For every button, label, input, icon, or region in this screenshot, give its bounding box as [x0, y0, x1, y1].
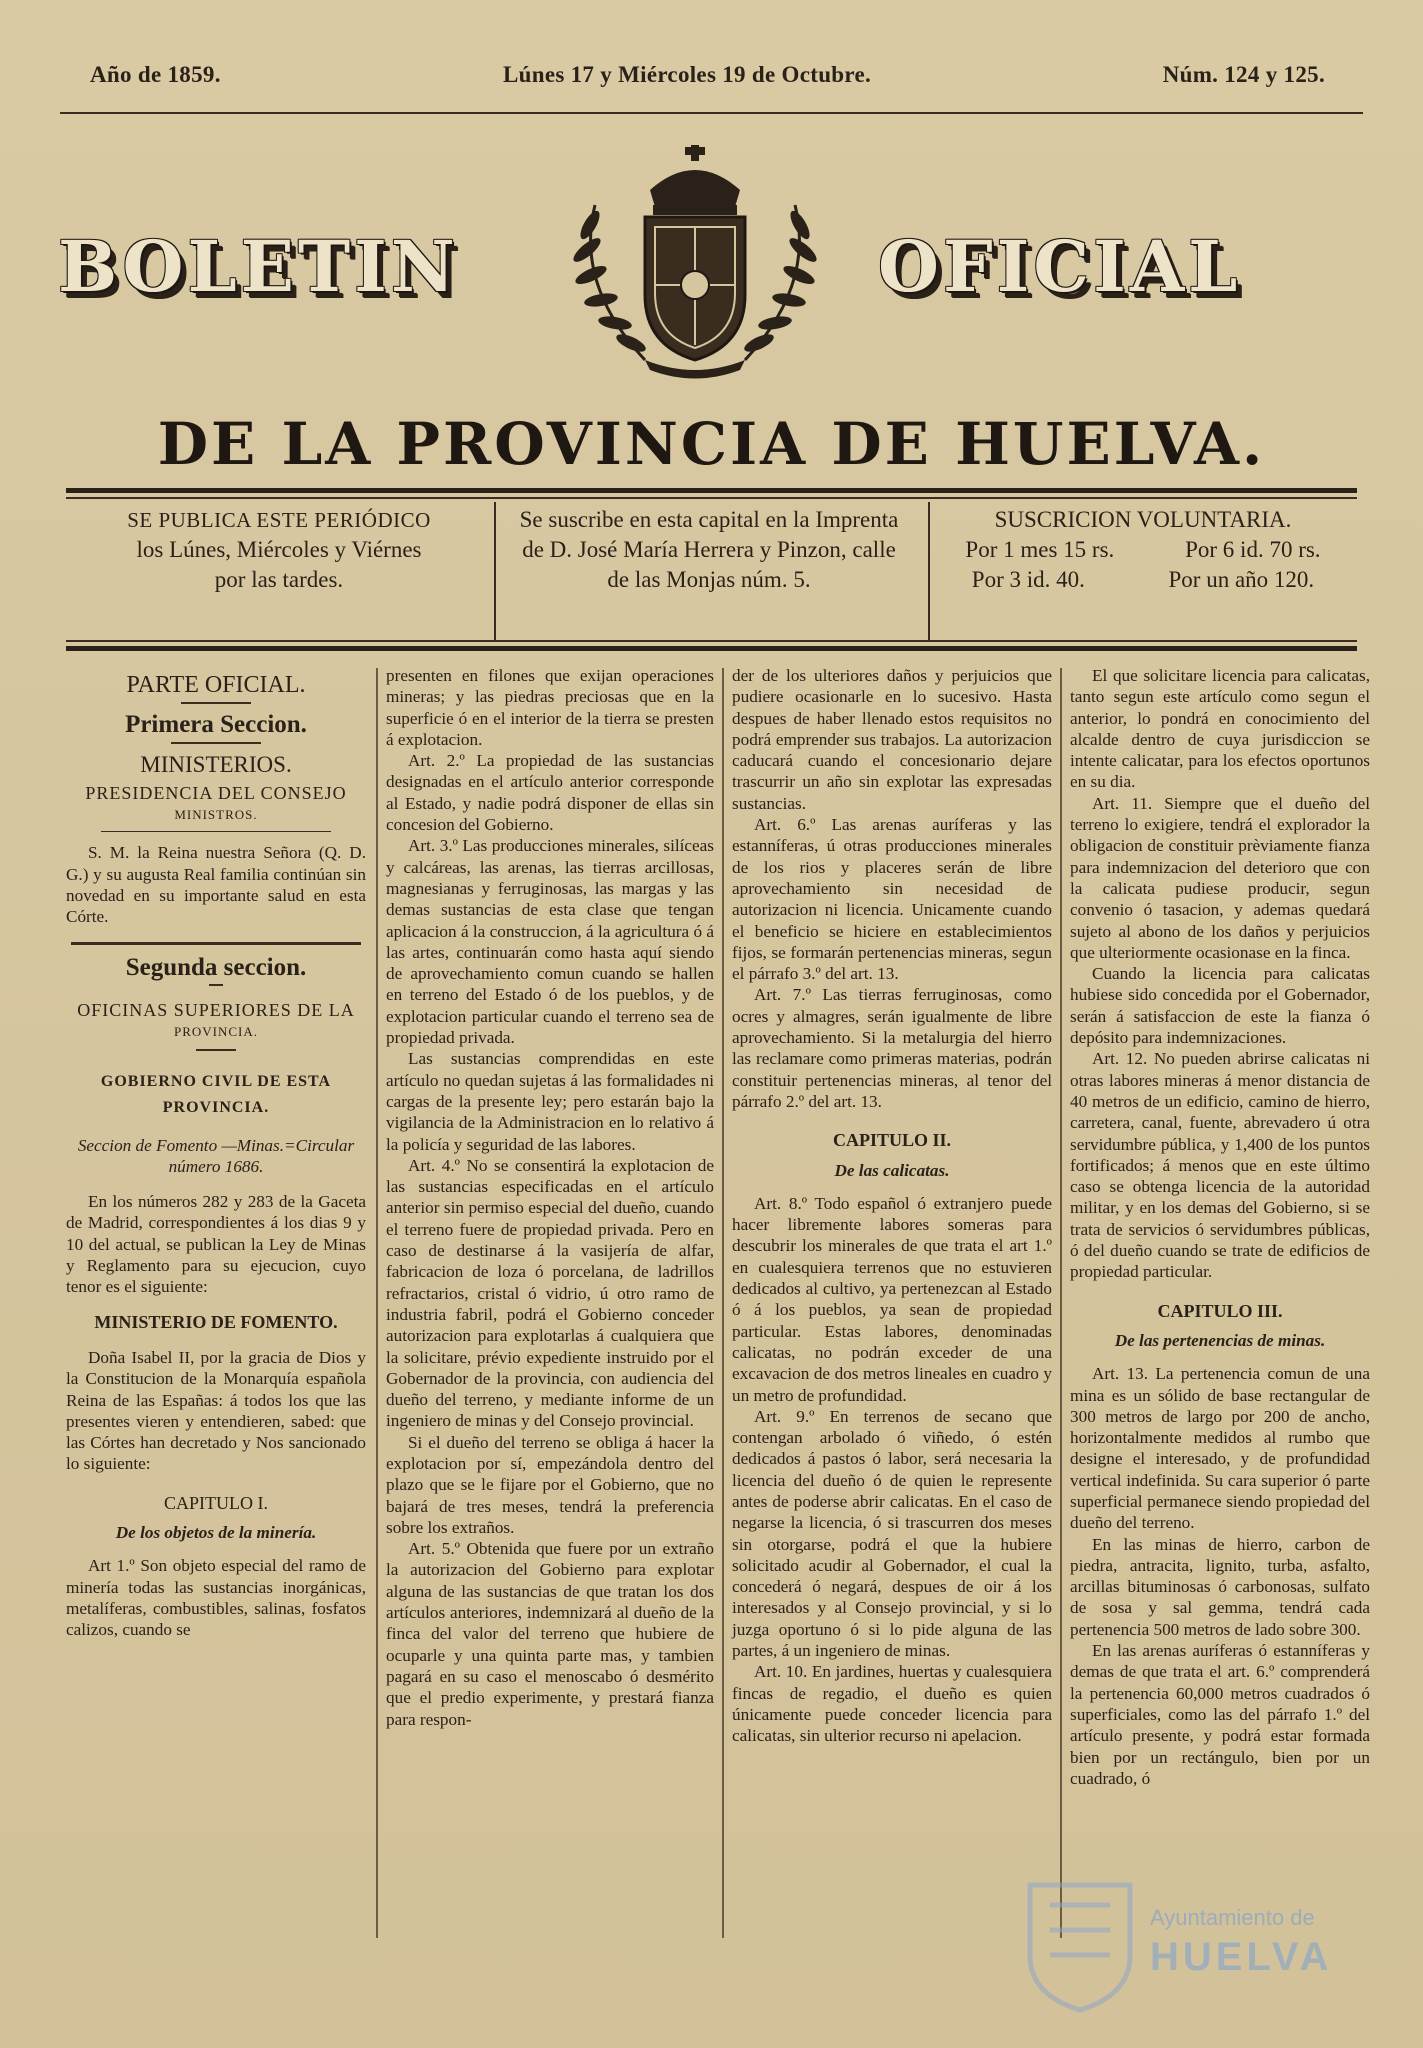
article-11: Art. 11. Siempre que el dueño del terreno lo exigiere, tendrá el explorador la obligacion de constituir prèviamente fianza para indemnizacion del deterioro que con la calicata pudiese producir, segun convenio ó tasacion, y ademas quedará sujeto al abono de los daños y perjuicios que ulteriormente ocasionase en la finca. — [1070, 793, 1370, 962]
capitulo-3-subtitle: De las pertenencias de minas. — [1114, 1330, 1326, 1350]
price-6-months: Por 6 id. 70 rs. — [1185, 537, 1321, 562]
isabel-paragraph: Doña Isabel II, por la gracia de Dios y la Constitucion de la Monarquía española Reina de las Españas: á todos los que las presentes vieren y entendieren, sabed: que las Córtes han decretado y Nos sancionado lo siguiente: — [66, 1347, 366, 1474]
article-11-second-paragraph: Cuando la licencia para calicatas hubiese sido concedida por el Gobernador, serán á satisfaccion de este la fianza ó depósito para indemnizaciones. — [1070, 964, 1370, 1048]
article-13-third-paragraph: En las arenas auríferas ó estanníferas y demas de que trata el art. 6.º comprenderá la pertenencia 60,000 metros cuadrados ó superficiales, como las del párrafo 1.º del artículo presente, y podrá estar formada bien por un rectángulo, bien por un cuadrado, ó — [1070, 1641, 1370, 1788]
price-1-year: Por un año 120. — [1168, 567, 1315, 592]
watermark-line-2: HUELVA — [1150, 1935, 1333, 1979]
segunda-seccion-heading: Segunda seccion. — [125, 953, 307, 981]
article-6: Art. 6.º Las arenas auríferas y las estanníferas, ú otras producciones minerales de los rios y placeres serán de libre aprovechamiento sin necesidad de autorizacion ni licencia. Unicamente cuando el beneficio se hiciere en establecimientos fijos, se formarán pertenencias mineras, segun el párrafo 3.º del art. 13. — [732, 815, 1052, 984]
article-1: Art 1.º Son objeto especial del ramo de minería todas las sustancias inorgánicas, metalíferas, combustibles, salinas, fosfatos calizos, cuando se — [66, 1556, 366, 1640]
column-1 — [66, 665, 366, 1945]
masthead-rule-top — [66, 488, 1357, 493]
capitulo-1-heading: CAPITULO I. — [164, 1492, 268, 1513]
article-3-second-paragraph: Las sustancias comprendidas en este artículo no quedan sujetas á las formalidades ni cargas de la presente ley; pero estarán bajo la vigilancia de la Administracion en lo relativo á la policía y seguridad de las labores. — [386, 1049, 714, 1154]
info-divider-2 — [928, 502, 930, 642]
location-line-3: de las Monjas núm. 5. — [607, 567, 811, 592]
article-1-continued: presenten en filones que exijan operaciones mineras; y las piedras preciosas que en la superficie ó en el interior de la tierra se presten á explotacion. — [386, 666, 714, 749]
circular-heading: Seccion de Fomento —Minas.=Circular número 1686. — [77, 1135, 355, 1176]
header-number: Núm. 124 y 125. — [1162, 62, 1325, 87]
schedule-line-2: los Lúnes, Miércoles y Viérnes — [136, 537, 422, 562]
price-3-months: Por 3 id. 40. — [971, 567, 1085, 592]
schedule-line-1: SE PUBLICA ESTE PERIÓDICO — [127, 508, 431, 532]
article-8: Art. 8.º Todo español ó extranjero puede hacer libremente labores someras para descubrir los minerales de que trata el art 1.º en cualesquiera terrenos que no estuvieren dedicados al cultivo, ya pertenezcan al Estado ó á los pueblos, ya sean de propiedad particular. Estas labores, denominadas calicatas, no podrán exceder de una excavacion de dos metros lineales en cuadro y un metro de profundidad. — [732, 1193, 1052, 1405]
presidencia-heading: PRESIDENCIA DEL CONSEJO — [85, 782, 347, 803]
divider — [181, 702, 251, 704]
column-4 — [1070, 665, 1370, 1945]
divider — [209, 984, 223, 986]
column-2 — [386, 665, 714, 1945]
parte-oficial-heading: PARTE OFICIAL. — [126, 672, 306, 698]
article-10-continued: El que solicitare licencia para calicatas, tanto segun este artículo como segun el anterior, lo pondrá en conocimiento del alcalde dentro de cuya jurisdiccion se intente calicatar, para los efectos oportunos en su dia. — [1070, 666, 1370, 792]
article-2: Art. 2.º La propiedad de las sustancias designadas en el artículo anterior corresponde al Estado, y nadie podrá disponer de ellas sin concesion del Gobierno. — [386, 751, 714, 835]
capitulo-2-subtitle: De las calicatas. — [834, 1160, 950, 1180]
masthead-rule-top-thin — [66, 497, 1357, 499]
divider — [101, 831, 331, 832]
capitulo-2-heading: CAPITULO II. — [832, 1130, 952, 1151]
article-12: Art. 12. No pueden abrirse calicatas ni otras labores mineras á menor distancia de 40 metros de un edificio, camino de hierro, carretera, canal, fuente, abrevadero ú otra servidumbre pública, y 1,400 de los puntos fortificados; á menos que en este último caso se obtenga licencia de la autoridad militar, y en los demas del Gobierno, si se trata de servicios ó servidumbres públicas, ó del dueño cuando se trate de edificios de propiedad particular. — [1070, 1049, 1370, 1282]
primera-seccion-heading: Primera Seccion. — [125, 711, 307, 739]
ministerio-fomento-heading: MINISTERIO DE FOMENTO. — [94, 1311, 338, 1332]
article-5: Art. 5.º Obtenida que fuere por un extraño la autorizacion del Gobierno para explotar alguna de las sustancias de que tratan los dos artículos anteriores, indemnizará al dueño de la finca del valor del terreno que hubiere de ocuparle y una quinta parte mas, y tambien pagará en su caso el menoscabo ó desmérito que el predio experimente, y prestará fianza para respon- — [386, 1539, 714, 1729]
article-4: Art. 4.º No se consentirá la explotacion de las sustancias especificadas en el artículo anterior sin permiso especial del dueño, cuando el terreno fuere de propiedad privada. Pero en caso de destinarse á la vasijería de alfar, fabricacion de loza ó porcelana, de ladrillos refractarios, cristal ó vidrio, ú otro ramo de industria fabril, podrá el Gobierno conceder autorizacion para explotarlas á cualquiera que la solicitare, prévio expediente instruido por el Gobernador de la provincia, con audiencia del dueño del terreno, y mediante informe de un ingeniero de minas y del Consejo provincial. — [386, 1155, 714, 1431]
price-1-month: Por 1 mes 15 rs. — [965, 537, 1115, 562]
capitulo-1-subtitle: De los objetos de la minería. — [115, 1523, 317, 1543]
masthead-subtitle: DE LA PROVINCIA DE HUELVA. — [157, 410, 1266, 478]
royal-health-notice: S. M. la Reina nuestra Señora (Q. D. G.) y su augusta Real familia continúan sin novedad en su importante salud en esta Córte. — [66, 843, 366, 927]
column-divider-3 — [1060, 668, 1062, 1938]
article-3: Art. 3.º Las producciones minerales, silíceas y calcáreas, las arenas, las tierras arcillosas, magnesianas y ferruginosas, las margas y las demas sustancias de esta clase que tengan aplicacion á la construccion, á la agricultura ó á las artes, continuarán como hasta aquí siendo de aprovechamiento comun cuando se hallen en terreno del Estado ó de los pueblos, y de explotacion particular cuando el terreno sea de propiedad privada. — [386, 836, 714, 1048]
ministros-heading: MINISTROS. — [174, 807, 258, 823]
masthead-right-word: OFICIAL — [878, 225, 1242, 308]
divider — [196, 1049, 236, 1051]
schedule-line-3: por las tardes. — [214, 567, 344, 592]
header-rule — [60, 112, 1363, 114]
column-divider-1 — [376, 668, 378, 1938]
info-rule-bottom — [66, 646, 1357, 651]
prices-title: SUSCRICION VOLUNTARIA. — [994, 507, 1292, 532]
publication-schedule — [66, 505, 492, 650]
info-rule-thin — [66, 640, 1357, 642]
article-7: Art. 7.º Las tierras ferruginosas, como ocres y almagres, serán igualmente de libre aprovechamiento. Si la metalurgia del hierro las reclamare como primeras materias, podrán constituir pertenencias mineras, al tenor del párrafo 2.º del art. 13. — [732, 985, 1052, 1111]
article-5-continued: der de los ulteriores daños y perjuicios que pudiere ocasionarle en lo sucesivo. Hasta despues de haber llenado estos requisitos no podrá emprender sus trabajos. La autorizacion caducará cuando el concesionario dejare trascurrir un año sin explotar las expresadas sustancias. — [732, 666, 1052, 813]
royal-crest-icon — [535, 145, 855, 390]
header-date: Lúnes 17 y Miércoles 19 de Octubre. — [503, 62, 872, 87]
capitulo-3-heading: CAPITULO III. — [1157, 1300, 1283, 1321]
subscription-prices — [930, 505, 1356, 650]
column-divider-2 — [722, 668, 724, 1938]
column-3 — [732, 665, 1052, 1945]
header-year: Año de 1859. — [90, 62, 221, 87]
divider — [71, 942, 361, 945]
subscription-location — [496, 505, 922, 650]
gaceta-paragraph: En los números 282 y 283 de la Gaceta de Madrid, correspondientes á los dias 9 y 10 del actual, se publican la Ley de Minas y Reglamento para su ejecucion, cuyo tenor es el siguiente: — [66, 1192, 366, 1297]
watermark-line-1: Ayuntamiento de — [1150, 1905, 1315, 1930]
article-13-second-paragraph: En las minas de hierro, carbon de piedra, antracita, lignito, turba, asfalto, arcillas bituminosas ó carbonosas, sulfato de sosa y sal gemma, tendrá cada pertenencia 500 metros de lado sobre 300. — [1070, 1534, 1370, 1639]
ministerios-heading: MINISTERIOS. — [140, 751, 292, 777]
provincia-heading: PROVINCIA. — [173, 1024, 259, 1040]
article-13: Art. 13. La pertenencia comun de una mina es un sólido de base rectangular de 300 metros de largo por 200 de ancho, horizontalmente medidos al rumbo que designe el interesado, y de profundidad vertical indefinida. Su cara superior ó parte superficial permanece siendo propiedad del dueño del terreno. — [1070, 1364, 1370, 1533]
subscription-info — [66, 505, 1357, 650]
location-line-2: de D. José María Herrera y Pinzon, calle — [522, 537, 896, 562]
oficinas-heading: OFICINAS SUPERIORES DE LA — [77, 999, 355, 1020]
info-divider-1 — [494, 502, 496, 642]
article-10: Art. 10. En jardines, huertas y cualesquiera fincas de regadio, el dueño es quien únicamente puede conceder licencia para calicatas, sin ulterior recurso ni apelacion. — [732, 1662, 1052, 1746]
article-9: Art. 9.º En terrenos de secano que contengan arbolado ó viñedo, ó estén dedicados á pastos ó labor, será necesaria la licencia del dueño ó de quien le represente antes de poderse abrir calicatas. En el caso de negarse la licencia, ó si trascurren dos meses sin otorgarse, podrá el que la hubiere solicitado acudir al Gobernador, el cual la concederá ó negará, despues de oir á los interesados y al Consejo provincial, y si lo juzga oportuno ó si lo pide alguna de las partes, á un ingeniero de minas. — [732, 1406, 1052, 1661]
header-line — [88, 62, 1331, 102]
article-4-second-paragraph: Si el dueño del terreno se obliga á hacer la explotacion por sí, empezándola dentro del plazo que se le fijare por el Gobierno, que no bajará de tres meses, tendrá la preferencia sobre los extraños. — [386, 1432, 714, 1537]
divider — [171, 742, 261, 744]
masthead-left-word: BOLETIN — [58, 225, 459, 308]
gobierno-civil-heading: GOBIERNO CIVIL DE ESTA PROVINCIA. — [100, 1072, 332, 1116]
location-line-1: Se suscribe en esta capital en la Imprenta — [519, 507, 899, 532]
